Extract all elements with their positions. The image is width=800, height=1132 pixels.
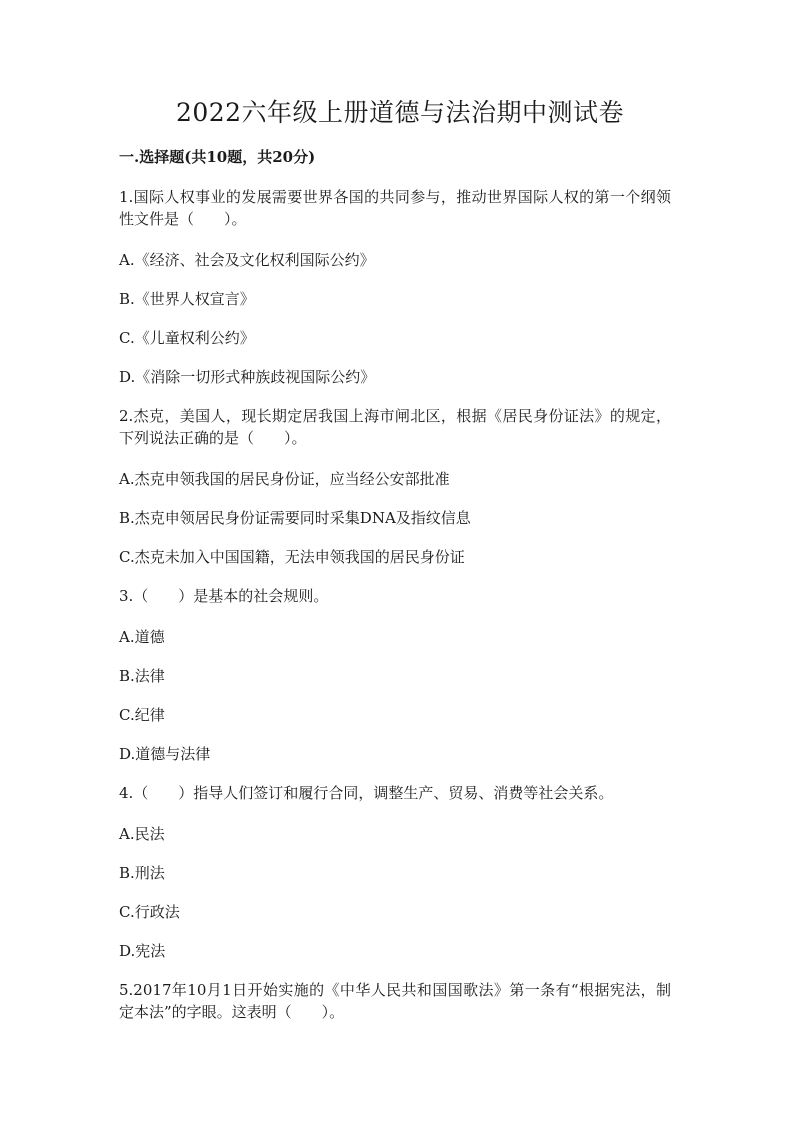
answer-option: A.民法 xyxy=(119,825,165,843)
answer-option: B.法律 xyxy=(119,667,165,685)
answer-option: A.杰克申领我国的居民身份证，应当经公安部批准 xyxy=(119,470,450,488)
answer-option: B.杰克申领居民身份证需要同时采集DNA及指纹信息 xyxy=(119,509,471,527)
answer-option: C.杰克未加入中国国籍，无法申领我国的居民身份证 xyxy=(119,548,465,566)
answer-option: A.道德 xyxy=(119,628,165,646)
answer-option: B.《世界人权宣言》 xyxy=(119,290,255,308)
question-text: 5.2017年10月1日开始实施的《中华人民共和国国歌法》第一条有“根据宪法，制定本法”的字眼。这表明（ ）。 xyxy=(119,981,671,1021)
answer-option: D.道德与法律 xyxy=(119,745,211,763)
answer-option: C.纪律 xyxy=(119,706,165,724)
answer-option: C.《儿童权利公约》 xyxy=(119,329,255,347)
answer-option: C.行政法 xyxy=(119,903,180,921)
answer-option: D.宪法 xyxy=(119,942,166,960)
question-text: 3.（ ）是基本的社会规则。 xyxy=(119,587,329,605)
question-text: 2.杰克，美国人，现长期定居我国上海市闸北区，根据《居民身份证法》的规定，下列说法正确的是（ ）。 xyxy=(119,407,671,447)
question-text: 4.（ ）指导人们签订和履行合同，调整生产、贸易、消费等社会关系。 xyxy=(119,784,614,802)
answer-option: B.刑法 xyxy=(119,864,165,882)
answer-option: A.《经济、社会及文化权利国际公约》 xyxy=(119,251,375,269)
question-text: 1.国际人权事业的发展需要世界各国的共同参与，推动世界国际人权的第一个纲领性文件是（ ）。 xyxy=(119,188,671,228)
answer-option: D.《消除一切形式种族歧视国际公约》 xyxy=(119,368,376,386)
page-title: 2022六年级上册道德与法治期中测试卷 xyxy=(175,98,625,127)
section-heading: 一.选择题(共10题，共20分) xyxy=(119,148,316,166)
question-list xyxy=(119,186,671,1042)
